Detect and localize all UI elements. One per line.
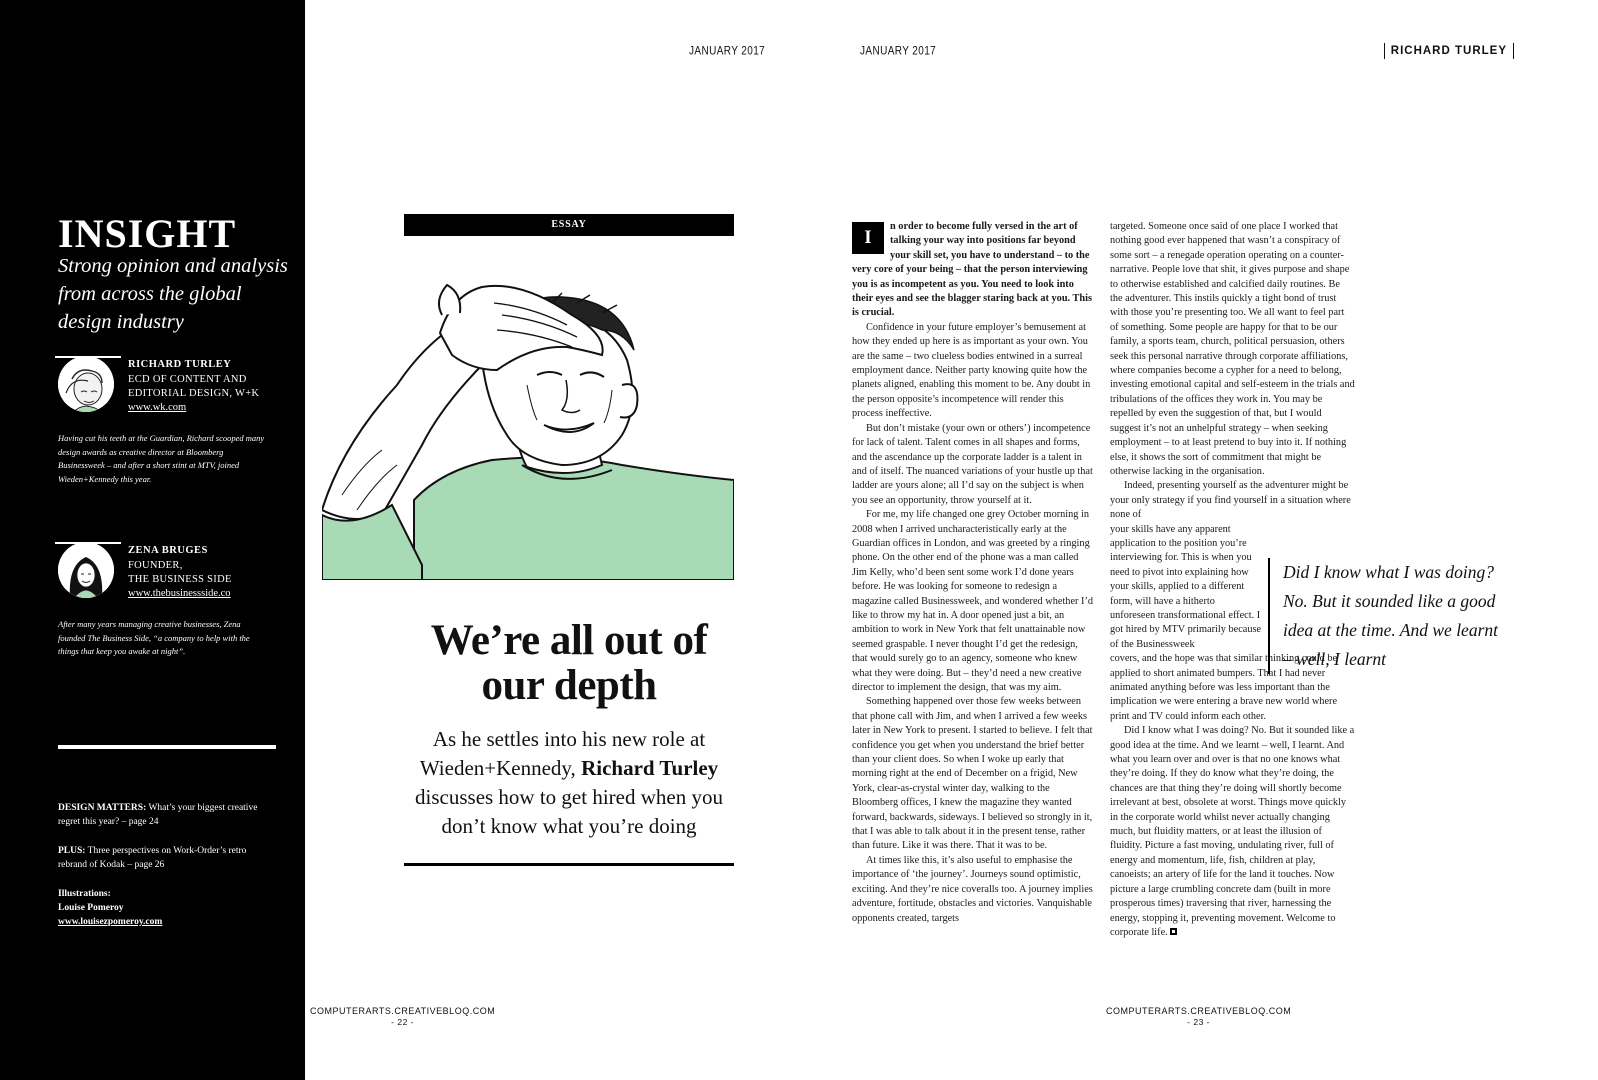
author-name: Richard Turley <box>581 756 719 780</box>
body-paragraph: covers, and the hope was that similar thinking could be applied to short animated bumpers. That I had never animated anything before was less important than the implication we were entering a brave new world where print and TV could inform each other. <box>1110 653 1338 722</box>
note-label: PLUS: <box>58 846 86 856</box>
contributor-bio: After many years managing creative businesses, Zena founded The Business Side, “a company to help with the things that keep you awake at night”. <box>58 619 250 656</box>
contributor-name: RICHARD TURLEY <box>128 359 232 370</box>
note-text: Three perspectives on Work-Order’s retro rebrand of Kodak – page 26 <box>58 846 247 870</box>
body-paragraph: Something happened over those few weeks between that phone call with Jim, and when I arrived a few weeks later in New York to present. I started to believe. I felt that confidence you get when you understand the brief better than your client does. So when I woke up early that morning right at the end of December on a frigid, New York, clear-as-crystal winter day, walking to the Bloomberg offices, I knew the magazine they wanted forward, backwards, sideways. I believed so strongly in it, that I was able to talk about it in the present tense, rather than future. Like it was there. That it was to be. <box>852 696 1093 852</box>
note-label: DESIGN MATTERS: <box>58 803 147 813</box>
illustration-credit <box>58 887 273 929</box>
facepalm-illustration <box>322 275 734 580</box>
body-paragraph: At times like this, it’s also useful to emphasise the importance of ‘the journey’. Journeys sound optimistic, exciting. And they’re nice coveralls too. A journey implies adventure, fortitude, obstacles and victories. Vanquishable opponents created, targets <box>852 854 1093 924</box>
essay-kicker: ESSAY <box>404 214 734 236</box>
body-paragraph <box>1110 724 1355 940</box>
body-paragraph: But don’t mistake (your own or others’) incompetence for lack of talent. Talent comes in all shapes and forms, and the ascendance up the corporate ladder is a talent in and of itself. The nuanced variations of your hustle up that ladder are yours alone; all I’d say on the subject is when you see an opportunity, throw yourself at it. <box>852 422 1093 506</box>
contributor-role <box>128 559 298 587</box>
page-number: - 23 - <box>1187 1017 1211 1027</box>
related-plus[interactable] <box>58 844 273 872</box>
role-line: THE BUSINESS SIDE <box>128 574 232 585</box>
footer-site[interactable]: COMPUTERARTS.CREATIVEBLOQ.COM <box>1106 1006 1292 1016</box>
body-paragraph: your skills have any apparent application to the position you’re interviewing for. This is when you need to pivot into explaining how your skills, applied to a different form, will have a hitherto unforeseen transformational effect. I got hired by MTV primarily because of the Businessweek <box>1110 523 1262 650</box>
contributor-url[interactable]: www.thebusinessside.co <box>128 588 231 599</box>
body-paragraph: Confidence in your future employer’s bemusement at how they ended up here is as important as your own. You are the same – two clueless bodies entwined in a surreal employment dance. Neither party knowing quite how the planets aligned, enabling this moment to be. Any doubt in the person opposite’s incompetence will render this process ineffective. <box>852 321 1091 420</box>
insight-sidebar <box>0 0 305 1080</box>
illustrator-name: Louise Pomeroy <box>58 903 124 913</box>
body-column-1 <box>852 220 1095 926</box>
contributor-url[interactable]: www.wk.com <box>128 402 187 413</box>
article-headline: We’re all out of our depth <box>430 617 708 709</box>
drop-cap: I <box>852 222 884 254</box>
closing-text: Did I know what I was doing? No. But it sounded like a good idea at the time. And we learnt – well, I learnt. And what you learn over and over is that no one knows what they’re doing. If they do know what they’re doing, the chances are that thing they’re doing will shortly become irrelevant at best, obsolete at worst. Things move quickly in the corporate world whilst never actually changing much, but fluidity matters, or at least the illusion of fluidity. Picture a fast moving, undulating river, full of energy and momentum, life, fish, children at play, canoeists; an artery of life for the land it touches. Now picture a large crumbling concrete dam (built in more prosperous times) traversing that river, harnessing the energy, stopping it, preventing movement. Welcome to corporate life. <box>1110 725 1355 938</box>
note-text: What’s your biggest creative regret this year? – page 24 <box>58 803 258 827</box>
footer-left <box>310 1006 495 1027</box>
article-standfirst <box>404 725 734 841</box>
standfirst-text: As he settles into his new role at Wieden+Kennedy, <box>419 727 706 780</box>
end-of-article-square-icon <box>1170 928 1177 935</box>
footer-site[interactable]: COMPUTERARTS.CREATIVEBLOQ.COM <box>310 1006 496 1016</box>
role-line: FOUNDER, <box>128 560 183 571</box>
contributor-name: ZENA BRUGES <box>128 545 208 556</box>
illustrator-url[interactable]: www.louisezpomeroy.com <box>58 917 163 927</box>
role-line: EDITORIAL DESIGN, W+K <box>128 388 260 399</box>
body-paragraph: Indeed, presenting yourself as the adventurer might be your only strategy if you find yourself in a situation where none of <box>1110 480 1351 521</box>
related-design-matters[interactable] <box>58 801 273 829</box>
contributor-bio: Having cut his teeth at the Guardian, Richard scooped many design awards as creative director at Bloomberg Businessweek – and after a short stint at MTV, joined Wieden+Kennedy this year. <box>58 433 265 484</box>
credit-label: Illustrations: <box>58 889 111 899</box>
standfirst-text: discusses how to get hired when you don’t know what you’re doing <box>415 785 723 838</box>
author-section-tag: RICHARD TURLEY <box>1384 43 1514 59</box>
role-line: ECD OF CONTENT AND <box>128 374 247 385</box>
footer-right <box>1106 1006 1291 1027</box>
sidebar-divider <box>58 745 276 749</box>
headline-rule <box>404 863 734 866</box>
zena-avatar <box>58 542 114 598</box>
richard-avatar <box>58 356 114 412</box>
issue-date-right: JANUARY 2017 <box>860 45 937 58</box>
section-subtitle: Strong opinion and analysis from across the global design industry <box>58 255 288 333</box>
page-number: - 22 - <box>391 1017 415 1027</box>
lead-paragraph: n order to become fully versed in the art of talking your way into positions far beyond your skill set, you have to understand – to the very core of your being – that the person interviewing you is as incompetent as you. You need to look into their eyes and see the blagger staring back at you. This is crucial. <box>852 221 1092 319</box>
body-paragraph: targeted. Someone once said of one place I worked that nothing good ever happened that wasn’t a conspiracy of some sort – a renegade operation operating on a counter-narrative. People love that shit, it gives purpose and shape to otherwise established and calcified daily routines. Be the adventurer. This instils quickly a tight bond of trust with those you’re presenting too. We all want to feel part of something. Some people are happy for that to be our family, a sports team, church, political persuasion, others seek this personal narrative through corporate affiliations, where companies become a cypher for a need to belong, investing emotional capital and self-esteem in the trials and tribulations of the offices they work in. You may be repelled by even the suggestion of that, but I would suggest it’s not an unhelpful strategy – when seeking employment – to at least pretend to buy into it. If nothing else, it shows the sort of commitment that might be otherwise lacking in the organisation. <box>1110 221 1355 477</box>
body-paragraph: For me, my life changed one grey October morning in 2008 when I arrived uncharacteristically early at the Guardian offices in London, and was greeted by a ringing phone. On the other end of the phone was a man called Jim Kelly, who’d been sent some work I’d done years before. He was looking for someone to redesign a magazine called Businessweek, and wondered whether I’d like to throw my hat in. A door opened just a bit, an ambition to work in New York that felt unattainable now seemed graspable. I never thought I’d get the redesign, that would surely go to an agency, someone who knew what they were doing. But – they’d need a new creative director to implement the design, that was my aim. <box>852 509 1094 693</box>
section-title: INSIGHT <box>58 211 237 256</box>
pull-quote: Did I know what I was doing? No. But it sounded like a good idea at the time. And we learnt – well, I learnt <box>1268 558 1508 674</box>
issue-date-left: JANUARY 2017 <box>689 45 766 58</box>
contributor-role <box>128 373 298 401</box>
